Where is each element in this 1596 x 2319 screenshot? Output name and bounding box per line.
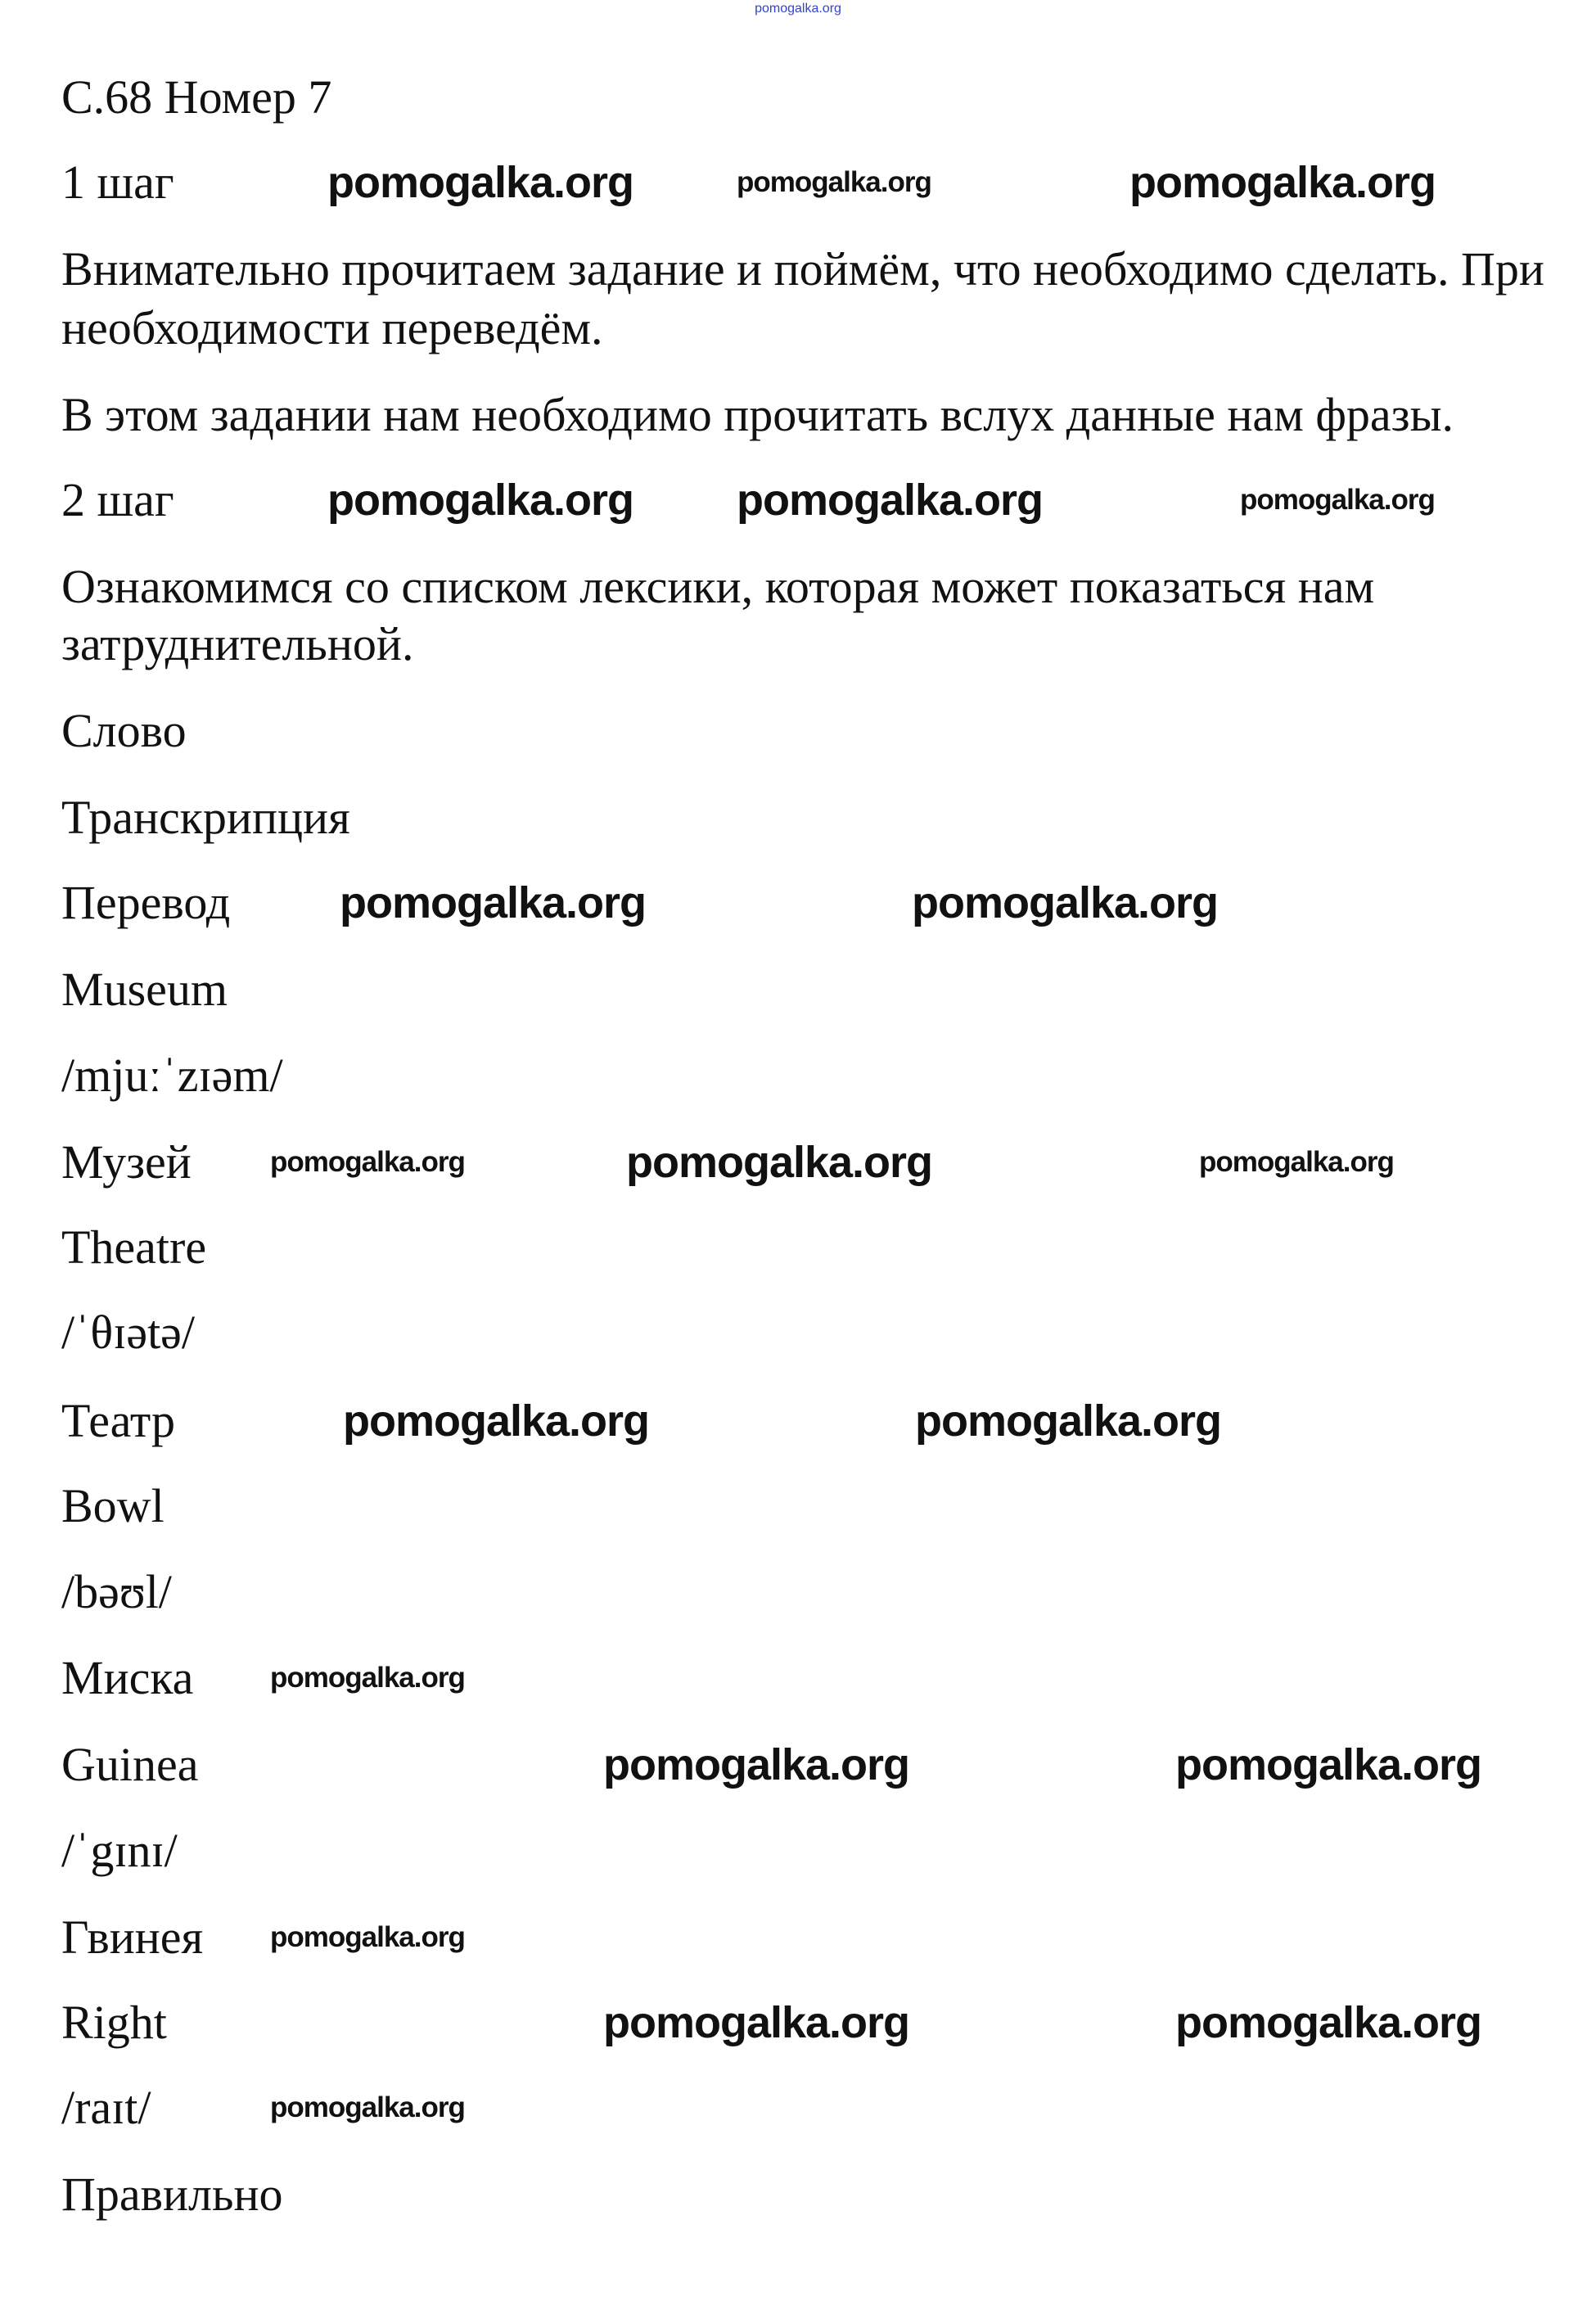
- step1-text-cont: необходимости переведём.: [61, 301, 603, 354]
- vocab-word: Museum: [61, 963, 228, 1016]
- watermark: pomogalka.org: [603, 1740, 910, 1789]
- vocab-word: Guinea: [61, 1738, 199, 1791]
- header-watermark: pomogalka.org: [755, 2, 841, 16]
- watermark: pomogalka.org: [340, 878, 647, 927]
- vocab-word: Bowl: [61, 1479, 165, 1532]
- watermark: pomogalka.org: [737, 476, 1044, 525]
- vocab-translation: Гвинея: [61, 1911, 204, 1964]
- step1-text: Внимательно прочитаем задание и поймём, что необходимо сделать. При: [61, 242, 1544, 296]
- vocab-translation: Музей: [61, 1135, 192, 1189]
- watermark: pomogalka.org: [270, 1921, 465, 1953]
- page-title: С.68 Номер 7: [61, 70, 332, 124]
- vocab-translation: Миска: [61, 1651, 194, 1704]
- vocab-translation: Театр: [61, 1394, 175, 1447]
- vocab-transcription: /raɪt/: [61, 2081, 151, 2134]
- watermark: pomogalka.org: [1199, 1146, 1394, 1178]
- step1-text2: В этом задании нам необходимо прочитать вслух данные нам фразы.: [61, 388, 1454, 441]
- header-word: Слово: [61, 704, 187, 757]
- watermark: pomogalka.org: [270, 1146, 465, 1178]
- watermark: pomogalka.org: [270, 1662, 465, 1694]
- vocab-translation: Правильно: [61, 2168, 283, 2221]
- watermark: pomogalka.org: [327, 476, 634, 525]
- step2-text: Ознакомимся со списком лексики, которая может показаться нам: [61, 560, 1375, 613]
- vocab-transcription: /bəʊl/: [61, 1565, 172, 1618]
- vocab-transcription: /ˈθɪətə/: [61, 1306, 196, 1359]
- watermark: pomogalka.org: [915, 1396, 1222, 1446]
- watermark: pomogalka.org: [327, 158, 634, 207]
- vocab-transcription: /ˈgɪnɪ/: [61, 1824, 178, 1877]
- watermark: pomogalka.org: [912, 878, 1219, 927]
- vocab-word: Right: [61, 1996, 167, 2049]
- step2-text-cont: затруднительной.: [61, 617, 414, 670]
- watermark: pomogalka.org: [1175, 1740, 1482, 1789]
- watermark: pomogalka.org: [1129, 158, 1436, 207]
- watermark: pomogalka.org: [737, 166, 931, 198]
- header-translation: Перевод: [61, 876, 231, 929]
- watermark: pomogalka.org: [1240, 484, 1435, 516]
- step2-label: 2 шаг: [61, 473, 174, 526]
- header-transcription: Транскрипция: [61, 791, 350, 844]
- watermark: pomogalka.org: [603, 1998, 910, 2047]
- step1-label: 1 шаг: [61, 156, 174, 209]
- watermark: pomogalka.org: [343, 1396, 650, 1446]
- watermark: pomogalka.org: [270, 2091, 465, 2123]
- watermark: pomogalka.org: [1175, 1998, 1482, 2047]
- vocab-word: Theatre: [61, 1220, 207, 1274]
- watermark: pomogalka.org: [626, 1138, 933, 1187]
- vocab-transcription: /mjuːˈzɪəm/: [61, 1049, 283, 1102]
